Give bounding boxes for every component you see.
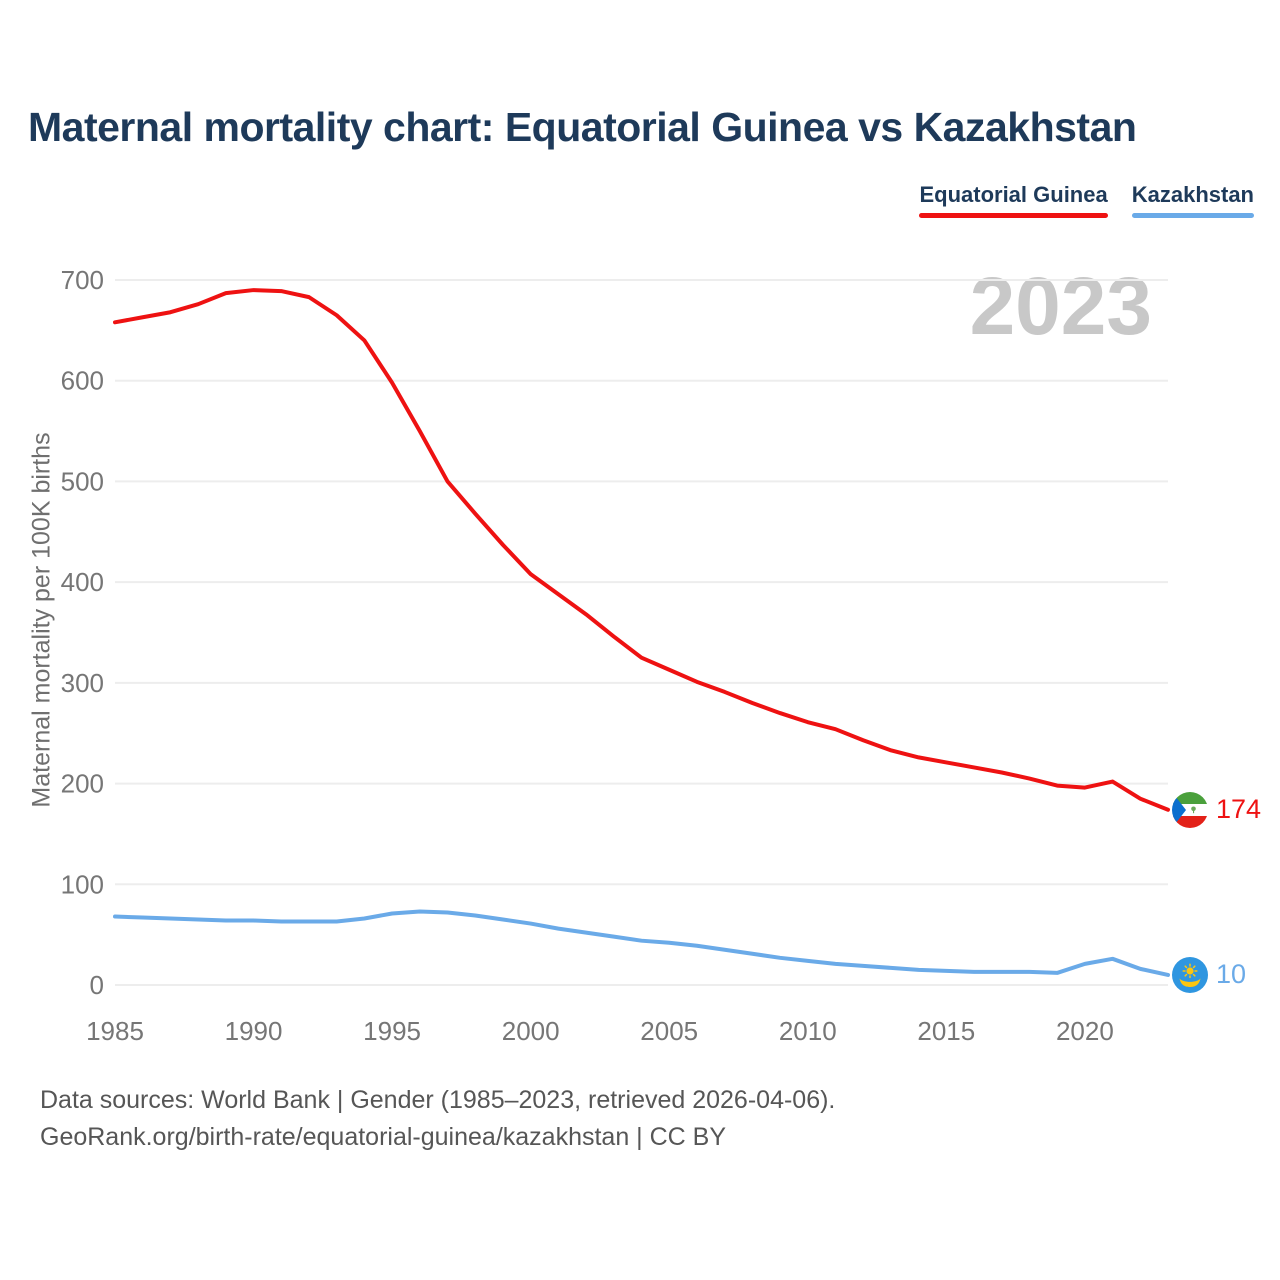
end-marker-kazakhstan: [1172, 957, 1246, 993]
x-tick-label: 1995: [363, 1016, 422, 1046]
y-tick-label: 400: [60, 567, 104, 598]
chart-title: Maternal mortality chart: Equatorial Guinea vs Kazakhstan: [28, 104, 1137, 150]
y-axis-title: Maternal mortality per 100K births: [27, 432, 56, 808]
x-tick-label: 2020: [1055, 1016, 1114, 1046]
footer: [40, 1082, 835, 1156]
watermark-year: 2023: [969, 261, 1152, 352]
equatorial-guinea-flag-icon: [1172, 792, 1208, 828]
y-tick-label: 700: [60, 265, 104, 295]
y-tick-label: 500: [60, 466, 104, 497]
y-tick-label: 0: [89, 970, 104, 1000]
series-line-kazakhstan[interactable]: [115, 911, 1168, 974]
y-tick-label: 200: [60, 768, 104, 799]
x-tick-label: 2005: [640, 1016, 699, 1046]
footer-attribution: GeoRank.org/birth-rate/equatorial-guinea/kazakhstan | CC BY: [40, 1123, 727, 1151]
series-line-equatorial-guinea[interactable]: [115, 290, 1168, 810]
end-marker-equatorial-guinea: [1172, 792, 1261, 828]
kazakhstan-flag-icon: [1172, 957, 1208, 993]
x-tick-label: 2010: [778, 1016, 837, 1046]
x-tick-label: 2015: [917, 1016, 976, 1046]
footer-sources: Data sources: World Bank | Gender (1985–2023, retrieved 2026-04-06).: [40, 1086, 836, 1114]
y-tick-label: 600: [60, 365, 104, 396]
x-tick-label: 1985: [86, 1016, 144, 1046]
end-value-equatorial-guinea: 174: [1216, 794, 1262, 825]
legend-label-kazakhstan: Kazakhstan: [1131, 182, 1254, 207]
x-tick-label: 1990: [224, 1016, 283, 1046]
end-value-kazakhstan: 10: [1216, 959, 1247, 990]
y-tick-label: 100: [60, 869, 104, 900]
y-tick-label: 300: [60, 667, 104, 698]
legend-label-equatorial-guinea: Equatorial Guinea: [919, 182, 1108, 207]
x-tick-label: 2000: [501, 1016, 560, 1046]
